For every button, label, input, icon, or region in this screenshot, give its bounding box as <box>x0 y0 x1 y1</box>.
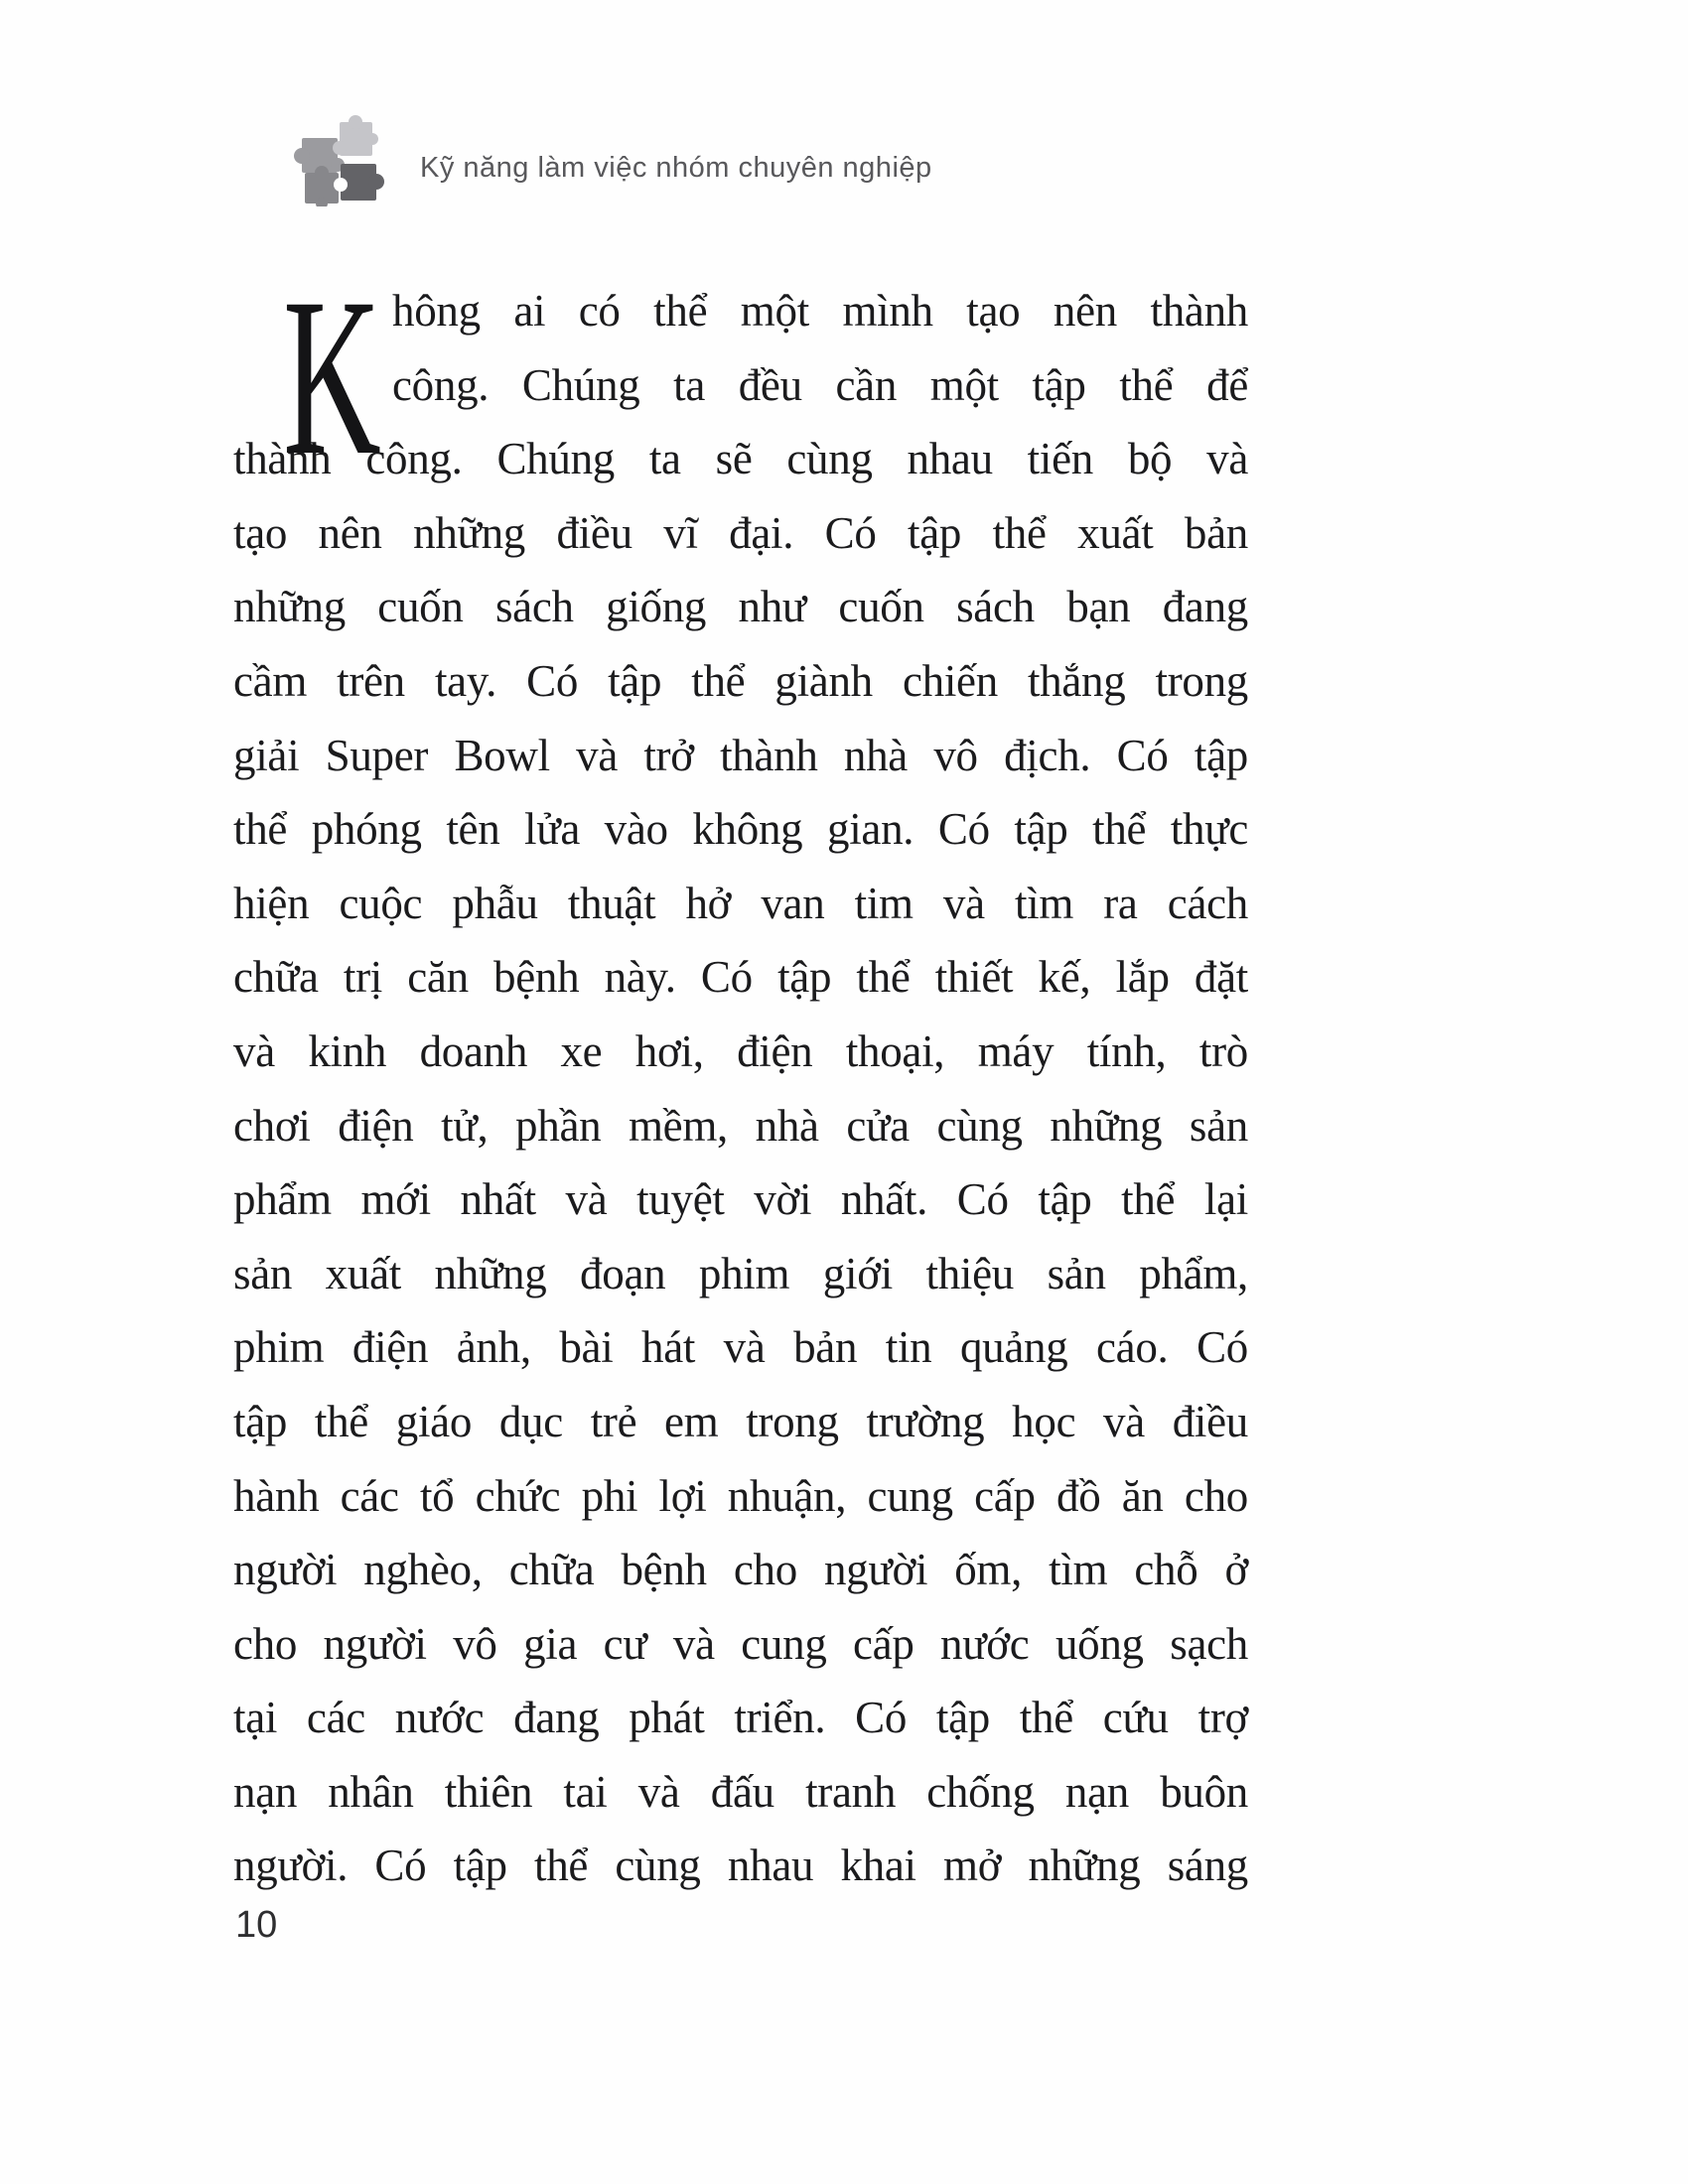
text-line: chơi điện tử, phần mềm, nhà cửa cùng những sản <box>233 1100 1248 1151</box>
text-line: chữa trị căn bệnh này. Có tập thể thiết kế, lắp đặt <box>233 952 1248 1003</box>
text-line: phẩm mới nhất và tuyệt vời nhất. Có tập thể lại <box>233 1174 1248 1225</box>
text-line: thành công. Chúng ta sẽ cùng nhau tiến bộ và <box>233 434 1248 484</box>
text-line: cho người vô gia cư và cung cấp nước uống sạch <box>233 1618 1248 1669</box>
page-header <box>287 107 932 206</box>
page-number: 10 <box>235 1904 278 1946</box>
text-line: những cuốn sách giống như cuốn sách bạn đang <box>233 582 1248 632</box>
text-line: thể phóng tên lửa vào không gian. Có tập thể thực <box>233 804 1248 855</box>
text-line: hiện cuộc phẫu thuật hở van tim và tìm ra cách <box>233 878 1248 928</box>
text-line: phim điện ảnh, bài hát và bản tin quảng cáo. Có <box>233 1322 1248 1373</box>
running-head-title: Kỹ năng làm việc nhóm chuyên nghiệp <box>420 152 932 184</box>
puzzle-pieces-icon <box>287 107 386 206</box>
text-line: tạo nên những điều vĩ đại. Có tập thể xuất bản <box>233 507 1248 558</box>
text-line: người nghèo, chữa bệnh cho người ốm, tìm chỗ ở <box>233 1545 1248 1595</box>
text-line: hành các tổ chức phi lợi nhuận, cung cấp đồ ăn cho <box>233 1470 1248 1521</box>
text-line: hông ai có thể một mình tạo nên thành <box>392 286 1248 336</box>
text-line: và kinh doanh xe hơi, điện thoại, máy tính, trò <box>233 1025 1248 1076</box>
text-line: tập thể giáo dục trẻ em trong trường học và điều <box>233 1396 1248 1446</box>
text-line: tại các nước đang phát triển. Có tập thể cứu trợ <box>233 1693 1248 1743</box>
paragraph <box>233 252 1248 1903</box>
drop-cap: K <box>283 252 381 502</box>
text-line: cầm trên tay. Có tập thể giành chiến thắng trong <box>233 655 1248 706</box>
text-line: công. Chúng ta đều cần một tập thể để <box>392 359 1248 410</box>
text-line: người. Có tập thể cùng nhau khai mở những sáng <box>233 1841 1248 1891</box>
text-line: giải Super Bowl và trở thành nhà vô địch. Có tập <box>233 730 1248 780</box>
text-line: sản xuất những đoạn phim giới thiệu sản phẩm, <box>233 1248 1248 1298</box>
text-line: nạn nhân thiên tai và đấu tranh chống nạn buôn <box>233 1766 1248 1817</box>
